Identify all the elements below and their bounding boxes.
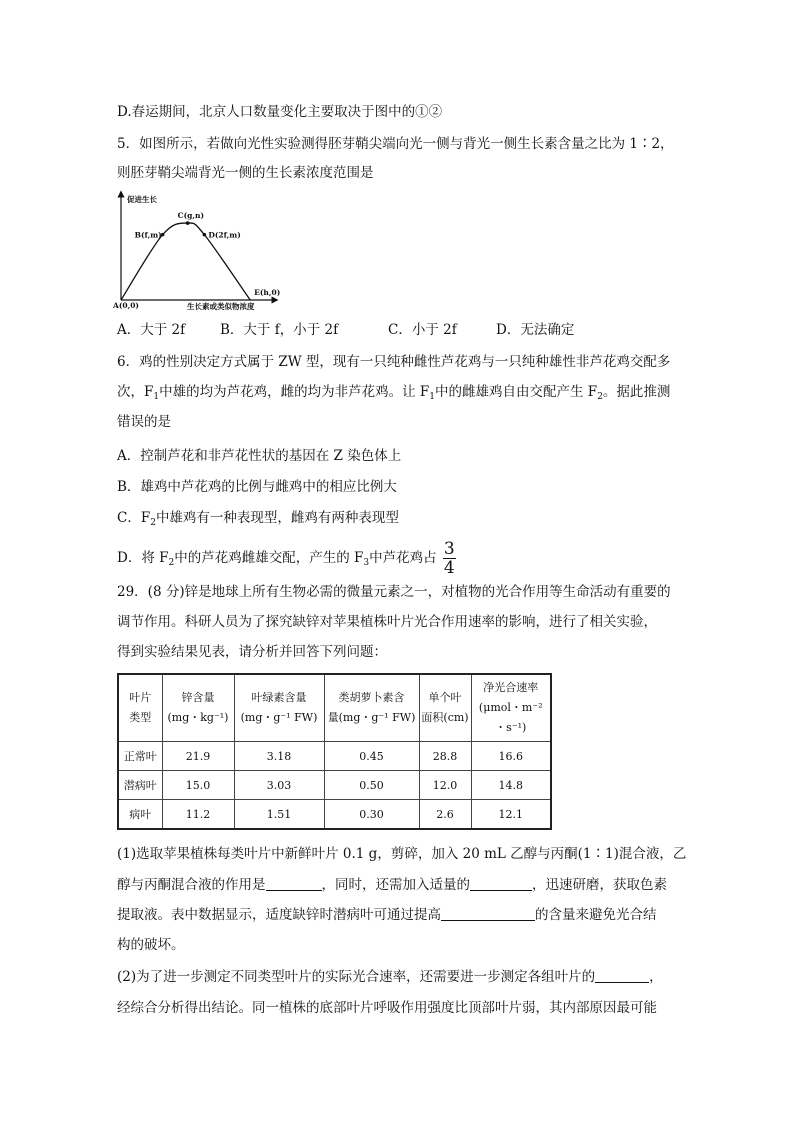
q6-option-b: B．雄鸡中芦花鸡的比例与雌鸡中的相应比例大: [117, 479, 397, 495]
q29-part1-line1: (1)选取苹果植株每类叶片中新鲜叶片 0.1 g，剪碎，加入 20 mL 乙醇与丙酮(1∶1)混合液，乙: [117, 846, 687, 862]
q6-option-d: D．将 $F_2$中的芦花鸡雌雄交配，产生的 $F_3$中芦花鸡占 $\frac{3}{4}$: [117, 539, 455, 578]
chart-point-label: E(h,0): [254, 288, 281, 297]
q5-stem-line2: 则胚芽鞘尖端背光一侧的生长素浓度范围是: [117, 165, 374, 181]
chart-point-label: A(0,0): [113, 301, 139, 310]
q29-part2-line2: 经综合分析得出结论。同一植株的底部叶片呼吸作用强度比顶部叶片弱，其内部原因最可能: [117, 1000, 657, 1016]
q29-stem-line2: 调节作用。科研人员为了探究缺锌对苹果植株叶片光合作用速率的影响，进行了相关实验，: [117, 614, 657, 630]
q5-option-c: C．小于 2f: [388, 322, 457, 338]
table-row: 正常叶 21.9 3.18 0.45 28.8 16.6: [118, 742, 551, 771]
q6-stem-line3: 错误的是: [117, 414, 171, 430]
q29-part1-line3: 提取液。表中数据显示，适度缺锌时潜病叶可通过提高 的含量来避免光合结: [117, 907, 657, 923]
q29-part2-line1: (2)为了进一步测定不同类型叶片的实际光合速率，还需要进一步测定各组叶片的 ，: [117, 969, 663, 985]
auxin-growth-chart: [113, 190, 283, 315]
q4-option-d: D.春运期间，北京人口数量变化主要取决于图中的①②: [117, 104, 443, 120]
table-header-row: [118, 674, 551, 742]
chart-point-label: B(f,m): [134, 230, 162, 240]
table-header: 单个叶 面积(cm): [419, 674, 471, 742]
table-header: 锌含量 (mg・kg⁻¹): [162, 674, 234, 742]
answer-blank[interactable]: [266, 876, 322, 891]
y-axis-label: 促进生长: [127, 195, 157, 204]
table-header: 叶片 类型: [118, 674, 162, 742]
fraction-three-quarters: $\frac{3}{4}$: [443, 539, 455, 578]
chart-point-label: C(g,n): [177, 211, 205, 221]
chart-point: [203, 233, 207, 237]
zinc-leaf-table: [117, 673, 552, 830]
q29-stem-line1: 29．(8 分)锌是地球上所有生物必需的微量元素之一，对植物的光合作用等生命活动有重要的: [117, 584, 671, 600]
x-axis-label: 生长素或类似物浓度: [187, 302, 255, 311]
answer-blank[interactable]: [441, 906, 535, 921]
q6-stem-line2: 次，$F_1$中雄的均为芦花鸡，雌的均为非芦花鸡。让 $F_1$中的雌雄鸡自由交配产生 $F_2$。据此推测: [117, 384, 671, 402]
q5-option-b: B．大于 f，小于 2f: [220, 322, 339, 338]
q29-part1-line4: 构的破坏。: [117, 937, 185, 953]
q6-stem-line1: 6．鸡的性别决定方式属于 ZW 型，现有一只纯种雌性芦花鸡与一只纯种雄性非芦花鸡交配多: [117, 354, 671, 370]
table-header: 类胡萝卜素含 量(mg・g⁻¹ FW): [324, 674, 419, 742]
chart-point: [186, 221, 190, 225]
q29-part1-line2: 醇与丙酮混合液的作用是 ，同时，还需加入适量的 ，迅速研磨，获取色素: [117, 877, 667, 893]
table-header: 叶绿素含量 (mg・g⁻¹ FW): [234, 674, 324, 742]
q5-option-a: A．大于 2f: [117, 322, 186, 338]
table-row: 病叶 11.2 1.51 0.30 2.6 12.1: [118, 800, 551, 830]
chart-point-label: D(2f,m): [208, 230, 241, 240]
answer-blank[interactable]: [470, 876, 532, 891]
q5-stem-line1: 5．如图所示，若做向光性实验测得胚芽鞘尖端向光一侧与背光一侧生长素含量之比为 1∶2，: [117, 136, 674, 152]
q5-option-d: D．无法确定: [496, 322, 575, 338]
table-header: 净光合速率 (μmol・m⁻² ・s⁻¹): [471, 674, 551, 742]
q6-option-c: C．$F_2$中雄鸡有一种表现型，雌鸡有两种表现型: [117, 510, 399, 528]
table-row: 潜病叶 15.0 3.03 0.50 12.0 14.8: [118, 771, 551, 800]
q6-option-a: A．控制芦花和非芦花性状的基因在 Z 染色体上: [117, 448, 402, 464]
answer-blank[interactable]: [595, 968, 649, 983]
q29-stem-line3: 得到实验结果见表，请分析并回答下列问题：: [117, 644, 387, 660]
